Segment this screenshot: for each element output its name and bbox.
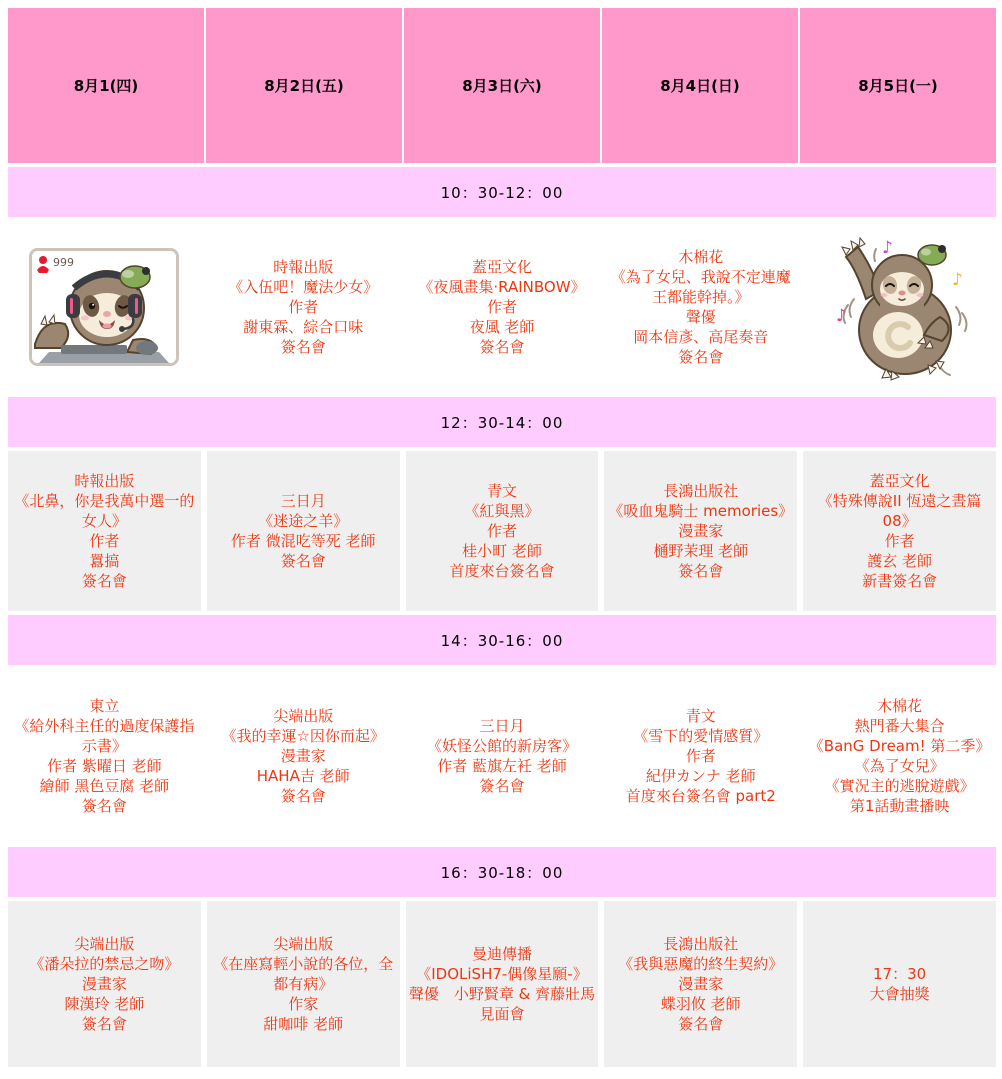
event-text-line: 樋野茉理 老師	[653, 542, 749, 560]
event-cell	[406, 669, 599, 843]
event-cell	[803, 901, 996, 1067]
event-text-line: 《我與惡魔的終生契約》	[618, 955, 784, 973]
event-text-line: 作者 紫曜日 老師	[47, 757, 162, 775]
event-text-line: 漫畫家	[678, 522, 724, 540]
event-cell	[406, 451, 599, 611]
event-text-line: 簽名會	[678, 348, 724, 366]
svg-text:♪: ♪	[951, 270, 963, 290]
event-text-line: 作者	[89, 532, 120, 550]
event-text-line: 《為了女兒》	[854, 757, 945, 775]
time-slot-band	[8, 847, 996, 897]
event-text-line: 簽名會	[479, 777, 525, 795]
event-text-line: 青文	[486, 482, 517, 500]
event-text-line: 見面會	[479, 1005, 525, 1023]
event-text-line: 作者	[288, 298, 319, 316]
event-text-line: 時報出版	[74, 472, 135, 490]
event-text-line: 蝶羽攸 老師	[660, 995, 741, 1013]
svg-text:♪: ♪	[835, 306, 847, 326]
time-slot-label: 12：30-14：00	[440, 413, 564, 432]
frog-icon	[918, 245, 946, 265]
event-text-line: 作者	[685, 747, 716, 765]
event-cell	[8, 451, 201, 611]
event-text-line: 甜咖啡 老師	[263, 1015, 344, 1033]
event-text-line: 簽名會	[280, 787, 326, 805]
event-cell	[207, 901, 400, 1067]
event-cell	[803, 669, 996, 843]
date-header-row	[8, 8, 996, 163]
event-text-line: 尖端出版	[273, 935, 334, 953]
event-text-line: 《在座寫輕小說的各位，全都有病》	[213, 955, 394, 993]
event-text-line: 熱門番大集合	[854, 717, 945, 735]
event-text-line: 《北鼻，你是我萬中選一的女人》	[14, 492, 195, 530]
event-text-line: 木棉花	[877, 697, 923, 715]
event-text-line: 三日月	[479, 717, 525, 735]
event-text-line: 《給外科主任的過度保護指示書》	[14, 717, 195, 755]
event-text-line: 簽名會	[479, 338, 525, 356]
session-row	[8, 451, 996, 611]
event-text-line: 大會抽獎	[869, 985, 930, 1003]
event-text-line: 作者	[486, 522, 517, 540]
event-text-line: 簽名會	[81, 1015, 127, 1033]
event-cell	[8, 669, 201, 843]
event-cell	[406, 901, 599, 1067]
date-header-cell: 8月3日(六)	[404, 8, 600, 163]
svg-text:♪: ♪	[881, 238, 893, 258]
event-text-line: 夜風 老師	[469, 318, 535, 336]
date-header-cell: 8月5日(一)	[800, 8, 996, 163]
event-text-line: 《潘朵拉的禁忌之吻》	[29, 955, 180, 973]
event-text-line: 《實況主的逃脫遊戲》	[824, 777, 975, 795]
event-text-line: 新書簽名會	[862, 572, 938, 590]
event-cell	[604, 901, 797, 1067]
event-text-line: 尖端出版	[273, 707, 334, 725]
event-text-line: 漫畫家	[280, 747, 326, 765]
event-text-line: 作者 藍旗左衽 老師	[437, 757, 567, 775]
frog-icon	[120, 266, 150, 288]
event-text-line: 首度來台簽名會 part2	[625, 787, 776, 805]
event-cell	[604, 451, 797, 611]
event-text-line: 木棉花	[678, 248, 724, 266]
event-text-line: 囂搞	[89, 552, 120, 570]
event-cell	[406, 221, 599, 393]
event-text-line: HAHA吉 老師	[256, 767, 350, 785]
time-slot-band	[8, 397, 996, 447]
event-text-line: 簽名會	[280, 338, 326, 356]
date-header-cell: 8月4日(日)	[602, 8, 798, 163]
event-text-line: 17：30	[873, 965, 927, 983]
event-cell	[207, 451, 400, 611]
event-text-line: 岡本信彥、高尾奏音	[633, 328, 769, 346]
event-text-line: 聲優	[685, 308, 716, 326]
event-text-line: 《特殊傳說II 恆遠之晝篇08》	[817, 492, 982, 530]
event-text-line: 《雪下的愛情感質》	[633, 727, 769, 745]
event-text-line: 《入伍吧！魔法少女》	[228, 278, 379, 296]
event-text-line: 陳漢玲 老師	[64, 995, 145, 1013]
event-text-line: 蓋亞文化	[869, 472, 930, 490]
time-slot-band	[8, 167, 996, 217]
event-text-line: 尖端出版	[74, 935, 135, 953]
event-schedule-table	[8, 8, 996, 1067]
time-slot-label: 14：30-16：00	[440, 631, 564, 650]
event-text-line: 簽名會	[280, 552, 326, 570]
event-text-line: 漫畫家	[81, 975, 127, 993]
event-text-line: 簽名會	[678, 562, 724, 580]
date-header-cell: 8月2日(五)	[206, 8, 402, 163]
event-text-line: 時報出版	[273, 258, 334, 276]
event-text-line: 護玄 老師	[867, 552, 932, 570]
streamer-sloth-cell	[8, 221, 201, 393]
event-text-line: 《BanG Dream! 第二季》	[808, 737, 991, 755]
event-text-line: 曼迪傳播	[471, 945, 532, 963]
event-text-line: 作家	[288, 995, 319, 1013]
time-slot-label: 16：30-18：00	[440, 863, 564, 882]
event-text-line: 聲優 小野賢章 & 齊藤壯馬	[408, 985, 596, 1003]
event-text-line: 簽名會	[81, 797, 127, 815]
time-slot-label: 10：30-12：00	[440, 183, 564, 202]
event-text-line: 長鴻出版社	[663, 482, 739, 500]
event-text-line: 作者	[486, 298, 517, 316]
event-text-line: 《迷途之羊》	[258, 512, 349, 530]
event-text-line: 《夜風畫集·RAINBOW》	[418, 278, 586, 296]
event-cell	[604, 221, 797, 393]
event-cell	[207, 669, 400, 843]
event-text-line: 謝東霖、綜合口味	[243, 318, 364, 336]
session-row	[8, 669, 996, 843]
event-text-line: 東立	[89, 697, 120, 715]
date-header-cell: 8月1(四)	[8, 8, 204, 163]
event-cell	[207, 221, 400, 393]
event-cell	[8, 901, 201, 1067]
event-text-line: 簽名會	[81, 572, 127, 590]
event-text-line: 《紅與黑》	[464, 502, 540, 520]
event-text-line: 桂小町 老師	[462, 542, 542, 560]
event-text-line: 紀伊カンナ 老師	[645, 767, 756, 785]
event-text-line: 《吸血鬼騎士 memories》	[608, 502, 794, 520]
event-text-line: 青文	[685, 707, 716, 725]
event-cell	[604, 669, 797, 843]
event-text-line: 簽名會	[678, 1015, 724, 1033]
event-text-line: 《IDOLiSH7-偶像星願-》	[416, 965, 588, 983]
svg-text:999: 999	[53, 256, 75, 269]
event-text-line: 《為了女兒、我說不定連魔王都能幹掉。》	[610, 268, 791, 306]
event-cell	[803, 451, 996, 611]
event-text-line: 《我的幸運☆因你而起》	[221, 727, 385, 745]
event-text-line: 三日月	[280, 492, 326, 510]
event-text-line: 首度來台簽名會	[449, 562, 555, 580]
session-row	[8, 901, 996, 1067]
mouse	[136, 341, 158, 355]
streamer-sloth-sticker	[29, 248, 179, 366]
time-slot-band	[8, 615, 996, 665]
event-text-line: 作者 微混吃等死 老師	[230, 532, 376, 550]
event-text-line: 長鴻出版社	[663, 935, 739, 953]
event-text-line: 繪師 黑色豆腐 老師	[39, 777, 170, 795]
event-text-line: 《妖怪公館的新房客》	[426, 737, 577, 755]
belly	[873, 312, 923, 358]
session-row	[8, 221, 996, 393]
event-text-line: 作者	[884, 532, 915, 550]
dancing-sloth-cell	[803, 221, 996, 393]
event-text-line: 第1話動畫播映	[849, 797, 950, 815]
event-text-line: 蓋亞文化	[471, 258, 532, 276]
dancing-sloth-sticker	[820, 233, 980, 381]
event-text-line: 漫畫家	[678, 975, 724, 993]
keyboard	[61, 345, 127, 354]
